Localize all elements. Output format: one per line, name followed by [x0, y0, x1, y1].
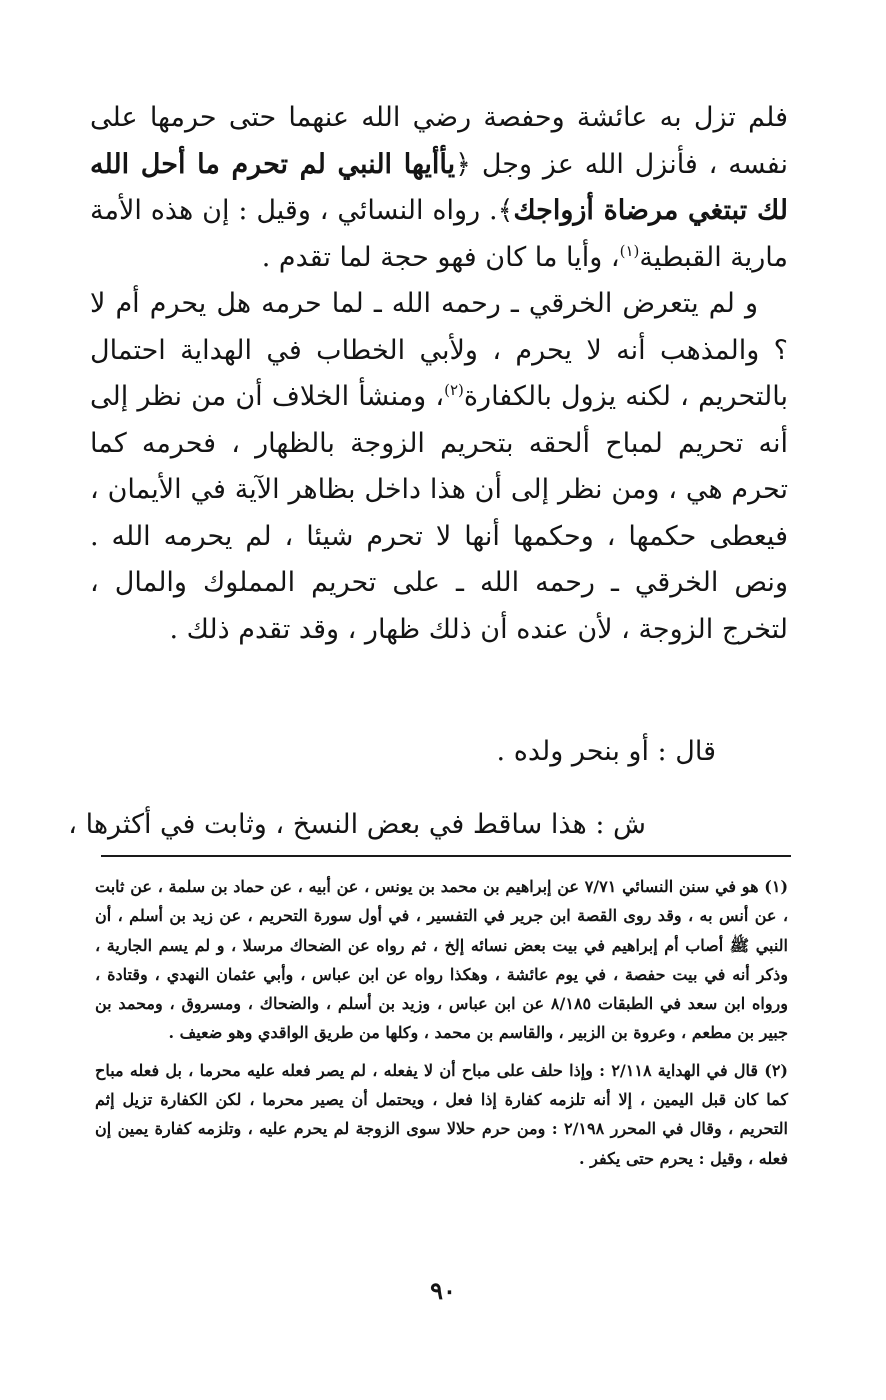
footnotes [95, 872, 788, 1181]
footnote-divider [101, 855, 791, 857]
para2-text-a: و لم يتعرض الخرقي ـ رحمه الله ـ لما حرمه هل يحرم أم لا ؟ والمذهب أنه لا يحرم ، ولأبي الخطاب في الهداية احتمال بالتحريم ، لكنه يزول بالكفارة [90, 288, 788, 412]
para1-text-a: فلم تزل به عائشة وحفصة رضي الله عنهما حتى حرمها على نفسه ، فأنزل الله عز وجل ﴿ [90, 102, 788, 180]
page-number: ٩٠ [430, 1276, 456, 1305]
matn-line: قال : أو بنحر ولده . [496, 736, 716, 767]
main-text [90, 95, 788, 653]
paragraph-1 [90, 95, 788, 281]
footnote-ref-2[interactable]: (٢) [444, 381, 464, 399]
footnote-1: (١) هو في سنن النسائي ٧/٧١ عن إبراهيم بن محمد بن يونس ، عن أبيه ، عن حماد بن سلمة ، عن ثابت ، عن أنس به ، وقد روى القصة ابن جرير في التفسير ، في أول سورة التحريم ، عن زيد بن أسلم ، أن النبي ﷺ أصاب أم إبراهيم في بيت بعض نسائه إلخ ، ثم رواه عن الضحاك مرسلا ، و لم يسم الجارية ، وذكر أنه في بيت حفصة ، في يوم عائشة ، وهكذا رواه عن ابن عباس ، وأبي عثمان النهدي ، وقتادة ، ورواه ابن سعد في الطبقات ٨/١٨٥ عن ابن عباس ، وزيد بن أسلم ، والضحاك ، ومسروق ، ومحمد بن جبير بن مطعم ، وعروة بن الزبير ، والقاسم بن محمد ، وكلها من طريق الواقدي وهو ضعيف . [95, 877, 789, 1043]
quran-verse: يأأيها النبي لم تحرم ما أحل الله لك تبتغي مرضاة أزواجك [90, 148, 788, 226]
para2-text-b: ، ومنشأ الخلاف أن من نظر إلى أنه تحريم لمباح ألحقه بتحريم الزوجة بالظهار ، فحرمه كما تحرم هي ، ومن نظر إلى أن هذا داخل بظاهر الآية في الأيمان ، فيعطى حكمها ، وحكمها أنها لا تحرم شيئا ، لم يحرمه الله . ونص الخرقي ـ رحمه الله ـ على تحريم المملوك والمال ، لتخرج الزوجة ، لأن عنده أن ذلك ظهار ، وقد تقدم ذلك . [90, 381, 788, 645]
footnote-ref-1[interactable]: (١) [619, 241, 640, 260]
para1-text-c: ، وأيا ما كان فهو حجة لما تقدم . [261, 241, 620, 273]
footnote-2: (٢) قال في الهداية ٢/١١٨ : وإذا حلف على مباح أن لا يفعله ، لم يصر فعله عليه محرما ، بل فعله مباح كما كان قبل اليمين ، إلا أنه تلزمه كفارة إذا فعل ، ويحتمل أن يصير محرما ، لكن الكفارة تزيل إثم التحريم ، وقال في المحرر ٢/١٩٨ : ومن حرم حلالا سوى الزوجة لم يحرم عليه ، وتلزمه كفارة يمين إن فعله ، وقيل : يحرم حتى يكفر . [95, 1060, 788, 1168]
sharh-line: ش : هذا ساقط في بعض النسخ ، وثابت في أكثرها ، [68, 809, 646, 840]
paragraph-2 [90, 281, 788, 653]
para1-text-b: ﴾. رواه النسائي ، وقيل : إن هذه الأمة مارية القبطية [90, 195, 788, 273]
